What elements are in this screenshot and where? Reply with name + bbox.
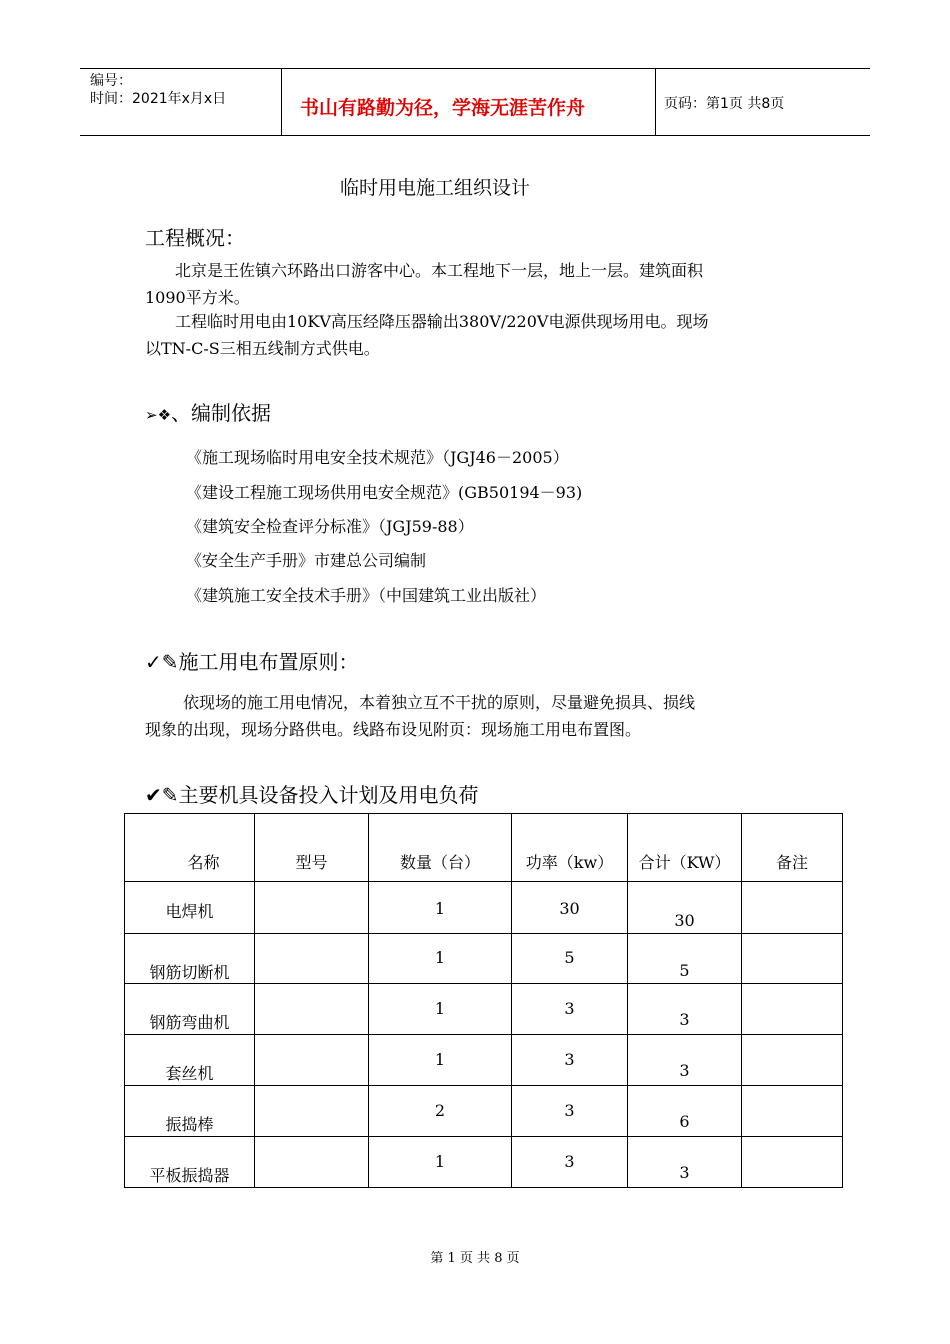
cell-model xyxy=(255,1137,369,1188)
column-header: 备注 xyxy=(742,814,843,882)
cell-total: 5 xyxy=(628,934,742,984)
column-header: 合计（KW） xyxy=(628,814,742,882)
cell-power: 30 xyxy=(512,882,628,934)
overview-heading: 工程概况： xyxy=(145,226,245,250)
table-row xyxy=(125,882,843,934)
cell-qty: 1 xyxy=(369,882,512,934)
cell-qty: 1 xyxy=(369,1137,512,1188)
check-pencil-icon: ✔✎ xyxy=(145,783,179,807)
header-page-label: 页码：第1页 共8页 xyxy=(664,96,785,112)
cell-total: 3 xyxy=(628,984,742,1035)
table-row xyxy=(125,934,843,984)
equipment-table xyxy=(124,813,843,1188)
cell-note xyxy=(742,1086,843,1137)
cell-note xyxy=(742,1035,843,1086)
basis-item: 《建筑施工安全技术手册》（中国建筑工业出版社） xyxy=(186,586,547,605)
header-top-rule xyxy=(80,68,870,69)
equipment-heading: ✔✎主要机具设备投入计划及用电负荷 xyxy=(145,783,479,807)
cell-total: 6 xyxy=(628,1086,742,1137)
basis-item: 《安全生产手册》市建总公司编制 xyxy=(186,551,427,570)
header-motto: 书山有路勤为径，学海无涯苦作舟 xyxy=(300,97,586,119)
principle-paragraph: 依现场的施工用电情况，本着独立互不干扰的原则，尽量避免损具、损线 现象的出现，现场分路供电。线路布设见附页：现场施工用电布置图。 xyxy=(145,693,696,739)
cell-model xyxy=(255,984,369,1035)
cell-model xyxy=(255,934,369,984)
cell-name: 电焊机 xyxy=(125,882,255,934)
cell-power: 3 xyxy=(512,984,628,1035)
header-divider-left xyxy=(281,68,282,135)
cell-model xyxy=(255,882,369,934)
cell-name: 钢筋弯曲机 xyxy=(125,984,255,1035)
header-time-label: 时间：2021年x月x日 xyxy=(90,91,227,107)
basis-item: 《施工现场临时用电安全技术规范》（JGJ46－2005） xyxy=(186,448,569,467)
table-row xyxy=(125,1137,843,1188)
cell-power: 5 xyxy=(512,934,628,984)
cell-note xyxy=(742,882,843,934)
basis-item: 《建筑安全检查评分标准》（JGJ59-88） xyxy=(186,517,474,536)
cell-qty: 1 xyxy=(369,984,512,1035)
column-header: 数量（台） xyxy=(369,814,512,882)
cell-note xyxy=(742,984,843,1035)
cell-note xyxy=(742,1137,843,1188)
table-row xyxy=(125,1086,843,1137)
basis-heading: ➢❖、编制依据 xyxy=(145,401,272,425)
cell-name: 钢筋切断机 xyxy=(125,934,255,984)
document-title: 临时用电施工组织设计 xyxy=(339,177,530,199)
page-footer: 第 1 页 共 8 页 xyxy=(430,1251,520,1266)
overview-paragraph-2: 工程临时用电由10KV高压经降压器输出380V/220V电源供现场用电。现场 以TN-C-S三相五线制方式供电。 xyxy=(145,312,709,358)
column-header: 型号 xyxy=(255,814,369,882)
check-pencil-icon: ✓✎ xyxy=(145,650,179,674)
cell-model xyxy=(255,1035,369,1086)
cell-qty: 2 xyxy=(369,1086,512,1137)
cell-total: 3 xyxy=(628,1137,742,1188)
principle-heading: ✓✎施工用电布置原则： xyxy=(145,650,359,674)
table-row xyxy=(125,1035,843,1086)
cell-total: 3 xyxy=(628,1035,742,1086)
cell-name: 振捣棒 xyxy=(125,1086,255,1137)
cell-name: 套丝机 xyxy=(125,1035,255,1086)
cell-total: 30 xyxy=(628,882,742,934)
cell-note xyxy=(742,934,843,984)
cell-power: 3 xyxy=(512,1086,628,1137)
header-bottom-rule xyxy=(80,135,870,136)
column-header: 功率（kw） xyxy=(512,814,628,882)
cell-qty: 1 xyxy=(369,1035,512,1086)
overview-paragraph-1: 北京是王佐镇六环路出口游客中心。本工程地下一层，地上一层。建筑面积 1090平方米。 xyxy=(145,261,704,307)
header-number-label: 编号： xyxy=(90,73,132,89)
header-divider-right xyxy=(655,68,656,135)
bullet-arrow-icon: ➢❖ xyxy=(145,406,172,424)
table-row xyxy=(125,984,843,1035)
cell-name: 平板振捣器 xyxy=(125,1137,255,1188)
cell-power: 3 xyxy=(512,1035,628,1086)
cell-model xyxy=(255,1086,369,1137)
basis-item: 《建设工程施工现场供用电安全规范》(GB50194－93) xyxy=(186,483,583,502)
table-header-row xyxy=(125,814,843,882)
column-header: 名称 xyxy=(125,814,255,882)
cell-qty: 1 xyxy=(369,934,512,984)
cell-power: 3 xyxy=(512,1137,628,1188)
